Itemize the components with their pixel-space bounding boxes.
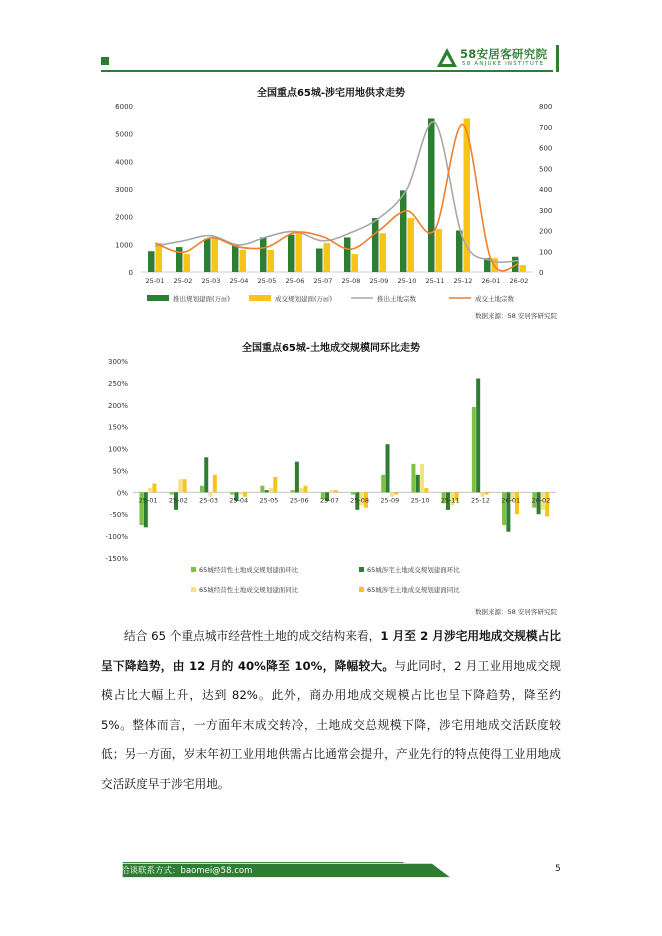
- chart2-y-tick: 50%: [112, 467, 128, 476]
- chart1-legend-label: 推出土地宗数: [377, 295, 416, 303]
- chart1-bar: [352, 254, 359, 272]
- chart1-x-tick: 25-09: [369, 277, 389, 285]
- chart2-x-tick: 25-03: [199, 496, 218, 505]
- chart1-x-tick: 25-11: [425, 277, 445, 285]
- chart2-bar: [178, 479, 182, 492]
- chart1-left-tick: 5000: [115, 130, 133, 139]
- chart2-bar: [416, 475, 420, 493]
- chart1-right-tick: 400: [539, 186, 553, 194]
- chart2-bar: [265, 490, 269, 492]
- chart2-bar: [260, 486, 264, 493]
- chart2-x-tick: 25-10: [410, 496, 430, 505]
- page-number: 5: [555, 864, 561, 874]
- chart2-bar: [420, 464, 424, 492]
- chart1-title: 全国重点65城-涉宅用地供求走势: [256, 88, 406, 99]
- chart2-yoy-mom: [101, 352, 561, 607]
- chart1-bar: [324, 243, 331, 272]
- para-body: 与此同时，2 月工业用地成交规模占比大幅上升，达到 82%。此外，商办用地成交规模占比也呈下降趋势，降至约 5%。整体而言，一方面年末成交转冷，土地成交总规模下降，涉宅用地成交活跃度较低；另一方面，岁末年初工业用地供需占比通常会提升，产业先行的特点使得工业用地成交活跃度早于涉宅用地。: [101, 658, 561, 791]
- chart1-bar: [380, 233, 387, 272]
- chart1-x-tick: 25-02: [173, 277, 193, 285]
- chart1-left-tick: 2000: [115, 213, 133, 222]
- chart1-bar: [344, 237, 351, 272]
- brand-subtitle: 58 ANJUKE INSTITUTE: [462, 61, 545, 67]
- chart2-bar: [411, 464, 415, 492]
- chart1-left-tick: 4000: [115, 158, 133, 167]
- chart2-legend-label: 65城涉宅土地成交规划建面同比: [367, 586, 460, 594]
- header-square: [101, 57, 109, 65]
- chart2-x-tick: 25-12: [471, 496, 490, 505]
- header-rule: [101, 70, 553, 72]
- chart2-x-tick: 25-09: [380, 496, 400, 505]
- chart1-bar: [436, 229, 443, 272]
- chart1-bar: [184, 254, 191, 272]
- chart1-bar: [204, 239, 211, 272]
- chart1-bar: [268, 250, 275, 272]
- chart1-legend-swatch: [249, 295, 271, 301]
- chart2-x-tick: 25-08: [350, 496, 370, 505]
- chart2-x-tick: 25-06: [289, 496, 309, 505]
- chart1-bar: [288, 235, 295, 272]
- chart2-bar: [381, 475, 385, 493]
- chart2-legend-swatch: [359, 567, 364, 572]
- chart1-right-tick: 0: [539, 269, 544, 277]
- chart1-x-tick: 25-04: [229, 277, 249, 285]
- chart1-legend-label: 推出规划建面(万㎡): [173, 295, 231, 303]
- chart2-bar: [291, 490, 295, 492]
- chart2-bar: [351, 492, 355, 494]
- chart1-legend-label: 成交土地宗数: [475, 295, 514, 303]
- chart1-x-tick: 25-06: [285, 277, 305, 285]
- chart1-bar: [176, 247, 183, 272]
- chart2-bar: [200, 486, 204, 493]
- header-accent-bar: [556, 45, 559, 72]
- chart2-bar: [386, 444, 390, 492]
- chart1-x-tick: 25-01: [145, 277, 165, 285]
- chart1-x-tick: 25-07: [313, 277, 333, 285]
- chart2-bar: [476, 379, 480, 493]
- chart1-right-tick: 700: [539, 123, 553, 132]
- chart2-x-tick: 25-11: [440, 496, 460, 505]
- chart2-bar: [303, 486, 307, 493]
- chart2-bar: [152, 484, 156, 493]
- chart1-x-tick: 25-10: [397, 277, 417, 285]
- chart2-bar: [239, 492, 243, 494]
- chart1-bar: [316, 248, 323, 272]
- chart2-x-tick: 25-07: [319, 496, 339, 505]
- chart2-bar: [230, 492, 234, 494]
- chart2-legend-swatch: [191, 587, 196, 592]
- chart1-left-tick: 0: [128, 269, 133, 277]
- chart2-x-tick: 26-02: [531, 496, 551, 505]
- chart2-bar: [269, 488, 273, 492]
- chart1-left-tick: 6000: [115, 103, 133, 111]
- chart2-bar: [485, 492, 489, 494]
- chart2-bar: [213, 475, 217, 493]
- chart2-source: 数据来源：58 安居客研究院: [475, 608, 557, 616]
- chart1-bar: [212, 237, 219, 272]
- chart1-x-tick: 25-03: [201, 277, 221, 285]
- chart1-x-tick: 25-12: [453, 277, 473, 285]
- chart2-bar: [204, 457, 208, 492]
- chart2-bar: [424, 488, 428, 492]
- chart1-x-tick: 25-05: [257, 277, 277, 285]
- chart2-bar: [299, 488, 303, 492]
- chart1-bar: [428, 118, 435, 272]
- chart1-right-tick: 100: [539, 248, 553, 257]
- chart2-bar: [148, 488, 152, 492]
- chart2-y-tick: -50%: [109, 511, 128, 520]
- brand-logo: [436, 46, 552, 70]
- chart1-bar: [156, 243, 163, 272]
- chart2-x-tick: 25-02: [168, 496, 188, 505]
- chart1-bar: [408, 218, 415, 272]
- chart2-legend-label: 65城涉宅土地成交规划建面环比: [367, 566, 460, 574]
- chart2-y-tick: 150%: [107, 423, 128, 432]
- chart2-title: 全国重点65城-土地成交规模同环比走势: [241, 343, 421, 354]
- chart2-y-tick: -150%: [105, 555, 128, 563]
- chart1-bar: [232, 244, 239, 272]
- chart1-left-tick: 1000: [115, 241, 133, 250]
- chart1-right-tick: 800: [539, 103, 553, 111]
- chart1-bar: [260, 237, 267, 272]
- chart1-bar: [400, 190, 407, 272]
- chart1-bar: [148, 251, 155, 272]
- analysis-paragraph: [101, 622, 561, 799]
- chart2-y-tick: 0%: [116, 489, 128, 498]
- chart1-legend-label: 成交规划建面(万㎡): [275, 295, 333, 303]
- chart2-y-tick: 250%: [107, 379, 128, 388]
- chart2-bar: [394, 492, 398, 494]
- chart2-legend-label: 65城经营性土地成交规划建面同比: [199, 586, 299, 594]
- chart1-bar: [372, 218, 379, 272]
- chart2-legend-label: 65城经营性土地成交规划建面环比: [199, 566, 299, 574]
- chart2-y-tick: 300%: [107, 358, 128, 366]
- chart1-bar: [296, 232, 303, 272]
- chart1-bar: [240, 250, 247, 272]
- chart2-legend-swatch: [191, 567, 196, 572]
- chart2-bar: [329, 490, 333, 492]
- chart2-bar: [472, 407, 476, 492]
- chart1-legend-swatch: [147, 295, 169, 301]
- chart1-source: 数据来源：58 安居客研究院: [475, 312, 557, 320]
- chart1-right-tick: 500: [539, 165, 553, 174]
- chart2-x-tick: 25-01: [138, 496, 158, 505]
- chart2-bar: [170, 492, 174, 494]
- chart1-x-tick: 25-08: [341, 277, 361, 285]
- chart2-bar: [183, 479, 187, 492]
- chart2-y-tick: 100%: [107, 445, 128, 454]
- chart2-y-tick: 200%: [107, 401, 128, 410]
- chart1-right-tick: 300: [539, 206, 553, 215]
- chart2-x-tick: 25-04: [229, 496, 249, 505]
- logo-mark-icon: [436, 47, 458, 69]
- chart1-x-tick: 26-02: [509, 277, 529, 285]
- para-intro: 结合 65 个重点城市经营性土地的成交结构来看，: [124, 629, 381, 643]
- chart2-bar: [334, 490, 338, 492]
- chart1-right-tick: 600: [539, 144, 553, 153]
- brand-name: 58安居客研究院: [460, 47, 548, 61]
- chart2-bar: [273, 477, 277, 492]
- chart1-left-tick: 3000: [115, 186, 133, 194]
- chart1-right-tick: 200: [539, 227, 553, 236]
- chart1-x-tick: 26-01: [481, 277, 501, 285]
- chart2-x-tick: 26-01: [501, 496, 521, 505]
- para-highlight: 1 月至 2 月涉宅用地成交规模占比呈下降趋势，由 12 月的 40%降至 10%，降幅较大。: [101, 629, 561, 673]
- chart2-y-tick: -100%: [105, 533, 128, 542]
- chart1-supply-demand: [101, 98, 561, 310]
- chart1-bar: [520, 265, 527, 272]
- chart2-legend-swatch: [359, 587, 364, 592]
- chart2-x-tick: 25-05: [259, 496, 279, 505]
- chart2-bar: [295, 462, 299, 493]
- footer-contact: 合作洽谈联系方式：baomei@58.com: [104, 866, 253, 876]
